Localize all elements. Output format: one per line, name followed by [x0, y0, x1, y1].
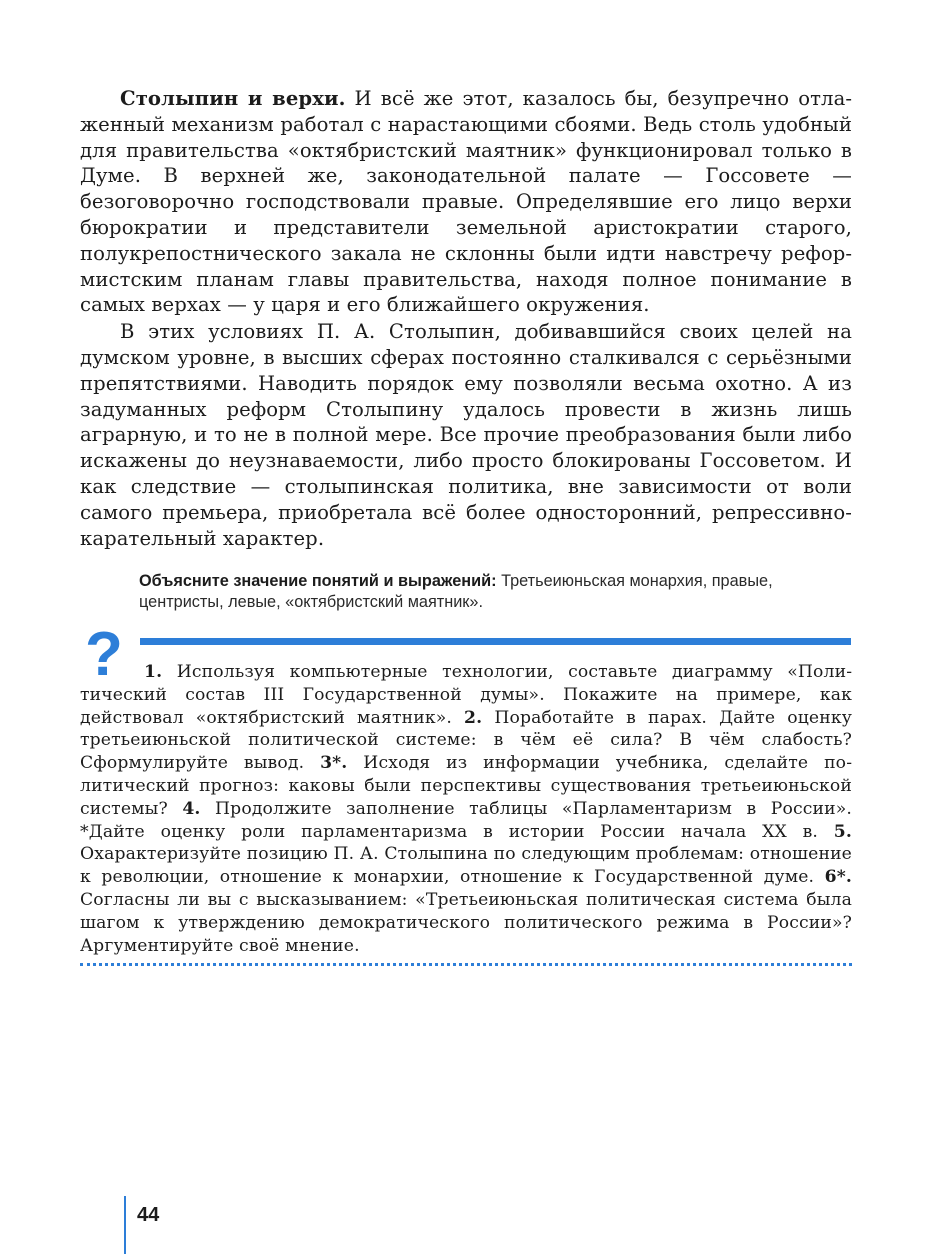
question-text: Используя компьютерные технологии, составьте диаграмму «Политический состав III Государственной думы». Покажите на примере, как действовал «октябристский маятник».: [80, 662, 852, 728]
paragraph-body: В этих условиях П. А. Столыпин, добивавшийся своих целей на думском уровне, в высших сферах постоянно сталкивался с серьёзными препятствиями. Наводить порядок ему позволяли весьма охотно. А из задуманных реформ Столыпину удалось провести в жизнь лишь аграрную, и то не в полной мере. Все прочие преобразования были либо искажены до неузнаваемости, либо просто блокированы Госсоветом. И как следствие — столыпинская политика, вне зависимости от воли самого премьера, приобретала всё более односторонний, репрессивно-карательный характер.: [80, 320, 852, 550]
concepts-text: Третьеиюньская монархия, правые, центристы, левые, «октябристский маятник».: [139, 572, 773, 611]
question-number: 2.: [464, 707, 483, 728]
questions-text: [80, 661, 852, 957]
concepts-task: [139, 571, 855, 613]
question-number: 3*.: [320, 753, 348, 774]
questions-block: [80, 661, 852, 957]
paragraph-heading: Столыпин и верхи.: [120, 87, 346, 110]
paragraph-conditions: [80, 319, 852, 551]
question-mark-icon: ?: [85, 620, 123, 689]
page-number-rule: [124, 1196, 126, 1254]
question-number: 5.: [833, 821, 852, 842]
question-number: 1.: [144, 662, 163, 682]
question-text: Охарактеризуйте позицию П. А. Столыпина по следующим проблемам: отношение к революции, отношение к монархии, отношение к Государственной думе.: [80, 844, 852, 888]
concepts-label: Объясните значение понятий и выражений:: [139, 572, 497, 590]
question-number: 6*.: [824, 867, 852, 888]
main-text: [80, 86, 852, 551]
question-text: Исходя из информации учебника, сделайте политический прогноз: каковы были перспективы существования третьеиюньской системы?: [80, 753, 852, 819]
paragraph-body: И всё же этот, казалось бы, безупречно отлаженный механизм работал с нарастающими сбоями. Ведь столь удобный для правительства «октябристский маятник» функционировал только в Думе. В верхней же, законодательной палате — Госсовете — безоговорочно господствовали правые. Определявшие его лицо верхи бюрократии и представители земельной аристократии старого, полукрепостнического закала не склонны были идти навстречу реформистским планам главы правительства, находя полное понимание в самых верхах — у царя и его ближайшего окружения.: [80, 87, 852, 317]
question-text: Согласны ли вы с высказыванием: «Третьеиюньская политическая система была шагом к утверждению демократического политического режима в России»? Аргументируйте своё мнение.: [80, 889, 852, 956]
questions-dotted-divider: [80, 963, 852, 966]
paragraph-stolypin: [80, 86, 852, 318]
questions-header-bar: [140, 638, 851, 645]
question-text: Поработайте в парах. Дайте оценку третьеиюньской политической системе: в чём её сила? В чём слабость? Сформулируйте вывод.: [80, 707, 852, 774]
question-text: Продолжите заполнение таблицы «Парламентаризм в России». *Дайте оценку роли парламентаризма в истории России начала XX в.: [80, 798, 852, 842]
question-number: 4.: [182, 798, 201, 819]
page-number: 44: [137, 1204, 160, 1226]
